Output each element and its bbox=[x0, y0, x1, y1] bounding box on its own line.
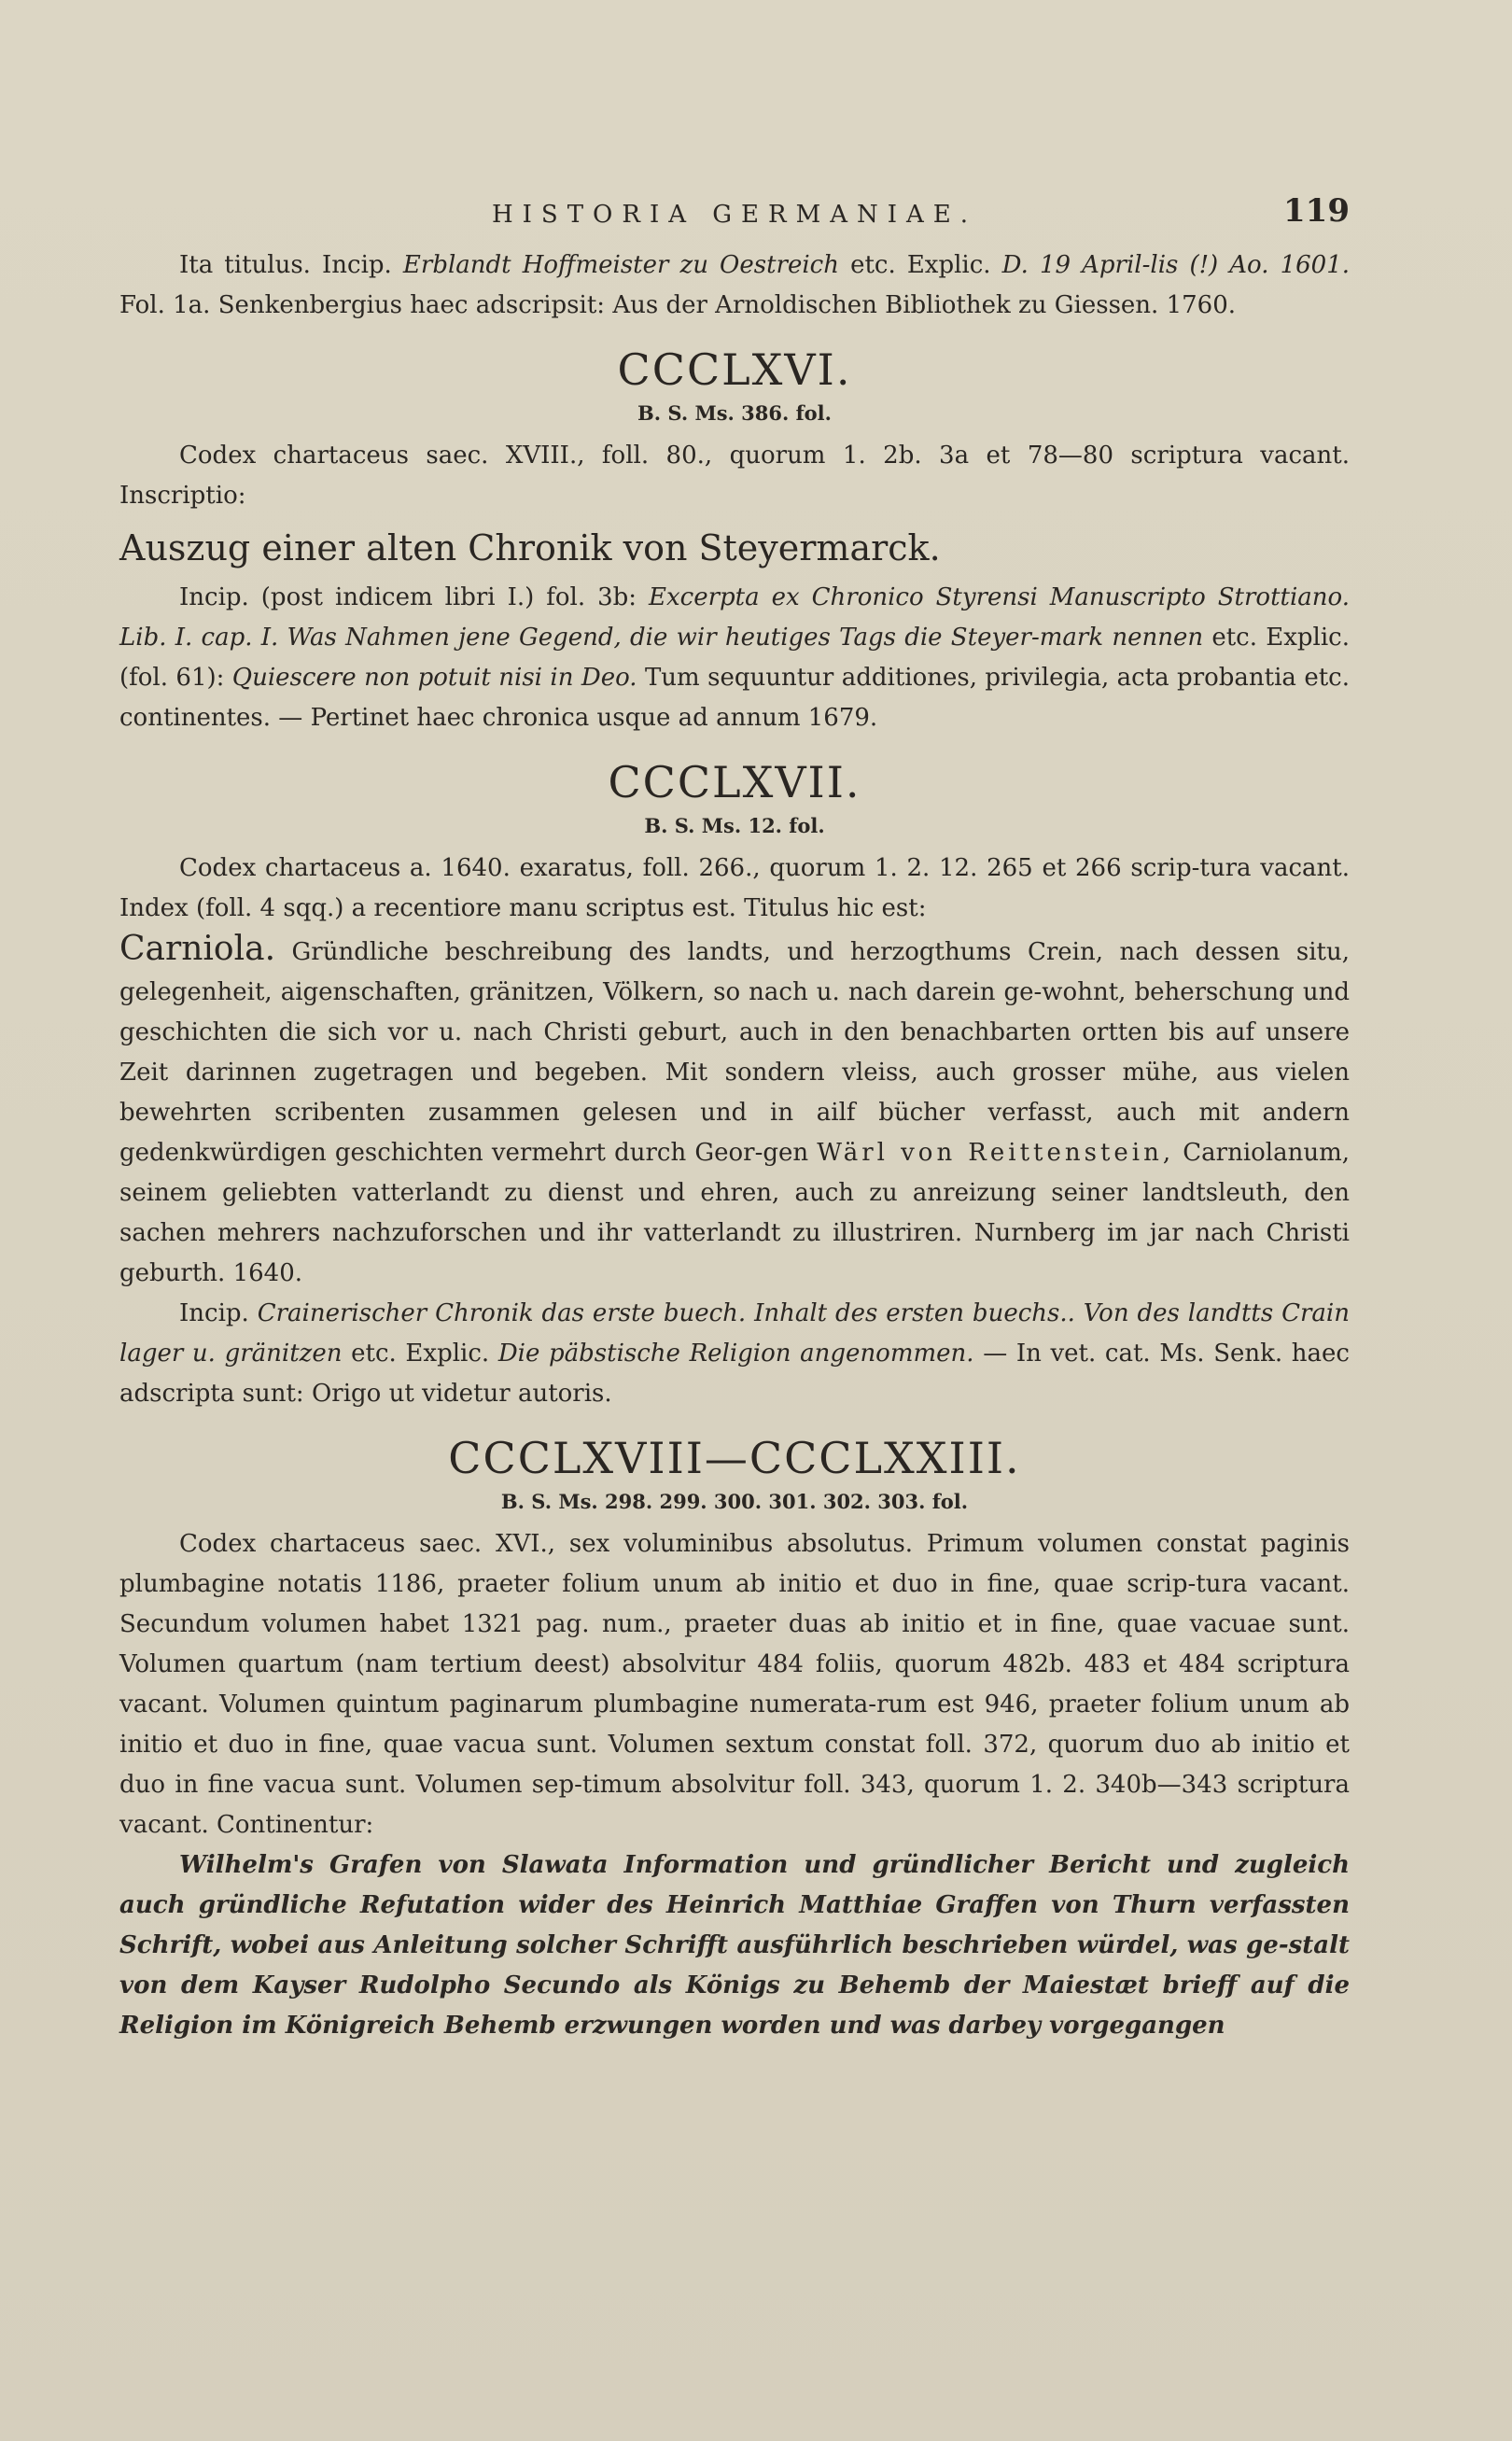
title-367-text-1: Gründliche beschreibung des landts, und herzogthums Crein, nach dessen situ, gelegenheit, aigenschaften, gränitzen, Völkern, so nach u. nach darein ge-wohnt, beherschung und geschichten die sich vor u. nach Christi geburt, auch in den benachbarten ortten bis auf unsere Zeit darinnen zugetragen und begeben. Mit sondern vleiss, auch grosser mühe, aus vielen bewehrten scribenten zusammen gelesen und in ailf bücher verfasst, auch mit andern gedenkwürdigen geschichten vermehrt durch Geor-gen bbox=[119, 938, 1351, 1167]
incipit-366-text-2: etc. Explic. (fol. 61): bbox=[119, 624, 1350, 692]
intro-text-3: Fol. 1a. Senkenbergius haec adscripsit: Aus der Arnoldischen Bibliothek zu Giessen. 1760. bbox=[119, 291, 1236, 319]
incipit-367-text-3: — In vet. cat. Ms. Senk. haec adscripta sunt: Origo ut videtur autoris. bbox=[119, 1340, 1350, 1408]
text-block bbox=[119, 191, 1350, 2046]
entry-numeral-366: CCCLXVI. bbox=[617, 344, 852, 395]
incipit-367-text-1: Incip. bbox=[179, 1299, 249, 1327]
incipit-367-text-2: etc. Explic. bbox=[351, 1340, 490, 1368]
incipit-366 bbox=[119, 578, 1350, 738]
incipit-366-italic-1: Excerpta ex Chronico Styrensi Manuscripto Strottiano. Lib. I. cap. I. Was Nahmen jene Gegend, die wir heutiges Tags die Steyer-mark nennen bbox=[119, 583, 1350, 652]
shelfmark-366: B. S. Ms. 386. fol. bbox=[637, 401, 832, 425]
incipit-367 bbox=[119, 1294, 1350, 1414]
incipit-366-italic-2: Quiescere non potuit nisi in Deo. bbox=[231, 664, 637, 692]
incipit-366-text-3: Tum sequuntur additiones, privilegia, acta probantia etc. continentes. — Pertinet haec chronica usque ad annum 1679. bbox=[119, 664, 1350, 732]
contents-368 bbox=[119, 1845, 1350, 2046]
incipit-367-italic-1: Crainerischer Chronik das erste buech. Inhalt des ersten buechs.. Von des landtts Crain lager u. gränitzen bbox=[119, 1299, 1350, 1368]
incipit-366-text-1: Incip. (post indicem libri I.) fol. 3b: bbox=[179, 583, 637, 611]
page-number: 119 bbox=[1283, 192, 1350, 230]
description-368: Codex chartaceus saec. XVI., sex voluminibus absolutus. Primum volumen constat paginis plumbagine notatis 1186, praeter folium unum ab initio et duo in fine, quae scrip-tura vacant. Secundum volumen habet 1321 pag. num., praeter duas ab initio et in fine, quae vacuae sunt. Volumen quartum (nam tertium deest) absolvitur 484 foliis, quorum 482b. 483 et 484 scriptura vacant. Volumen quintum paginarum plumbagine numerata-rum est 946, praeter folium unum ab initio et duo in fine, quae vacua sunt. Volumen sextum constat foll. 372, quorum duo ab initio et duo in fine vacua sunt. Volumen sep-timum absolvitur foll. 343, quorum 1. 2. 340b—343 scriptura vacant. Continentur: bbox=[119, 1530, 1350, 1839]
entry-numeral-368: CCCLXVIII—CCCLXXIII. bbox=[448, 1433, 1021, 1483]
running-head bbox=[119, 191, 1350, 240]
intro-text-2: etc. Explic. bbox=[850, 251, 991, 279]
intro-incipit: Erblandt Hoffmeister zu Oestreich bbox=[402, 251, 839, 279]
running-title: HISTORIA GERMANIAE. bbox=[491, 201, 978, 229]
title-367-text-2: Carniolanum, seinem geliebten vatterlandt zu dienst und ehren, auch zu anreizung seiner landtsleuth, den sachen mehrers nachzuforschen und ihr vatterlandt zu illustriren. Nurnberg im jar nach Christi geburth. 1640. bbox=[119, 1139, 1351, 1287]
incipit-367-italic-2: Die päbstische Religion angenommen. bbox=[497, 1340, 974, 1368]
shelfmark-368: B. S. Ms. 298. 299. 300. 301. 302. 303. fol. bbox=[500, 1490, 969, 1513]
contents-368-italic: Wilhelm's Grafen von Slawata Information und gründlicher Bericht und zugleich auch gründliche Refutation wider des Heinrich Matthiae Graffen von Thurn verfassten Schrift, wobei aus Anleitung solcher Schrifft ausführlich beschrieben würdel, was ge-stalt von dem Kayser Rudolpho Secundo als Königs zu Behemb der Maiestæt brieff auf die Religion im Königreich Behemb erzwungen worden und was darbey vorgegangen bbox=[119, 1851, 1350, 2040]
title-367 bbox=[119, 929, 1350, 1294]
description-366: Codex chartaceus saec. XVIII., foll. 80., quorum 1. 2b. 3a et 78—80 scriptura vacant. Inscriptio: bbox=[119, 442, 1350, 510]
intro-paragraph bbox=[119, 246, 1350, 326]
title-366: Auszug einer alten Chronik von Steyermarck. bbox=[119, 527, 941, 568]
title-lead-word: Carniola. bbox=[119, 930, 276, 968]
intro-text-1: Ita titulus. Incip. bbox=[179, 251, 392, 279]
author-name: Wärl von Reittenstein, bbox=[817, 1139, 1175, 1167]
intro-explicit: D. 19 April-lis (!) Ao. 1601. bbox=[1001, 251, 1351, 279]
shelfmark-367: B. S. Ms. 12. fol. bbox=[644, 814, 825, 837]
entry-numeral-367: CCCLXVII. bbox=[608, 757, 861, 807]
description-367: Codex chartaceus a. 1640. exaratus, foll. 266., quorum 1. 2. 12. 265 et 266 scrip-tura vacant. Index (foll. 4 sqq.) a recentiore manu scriptus est. Titulus hic est: bbox=[119, 854, 1350, 922]
